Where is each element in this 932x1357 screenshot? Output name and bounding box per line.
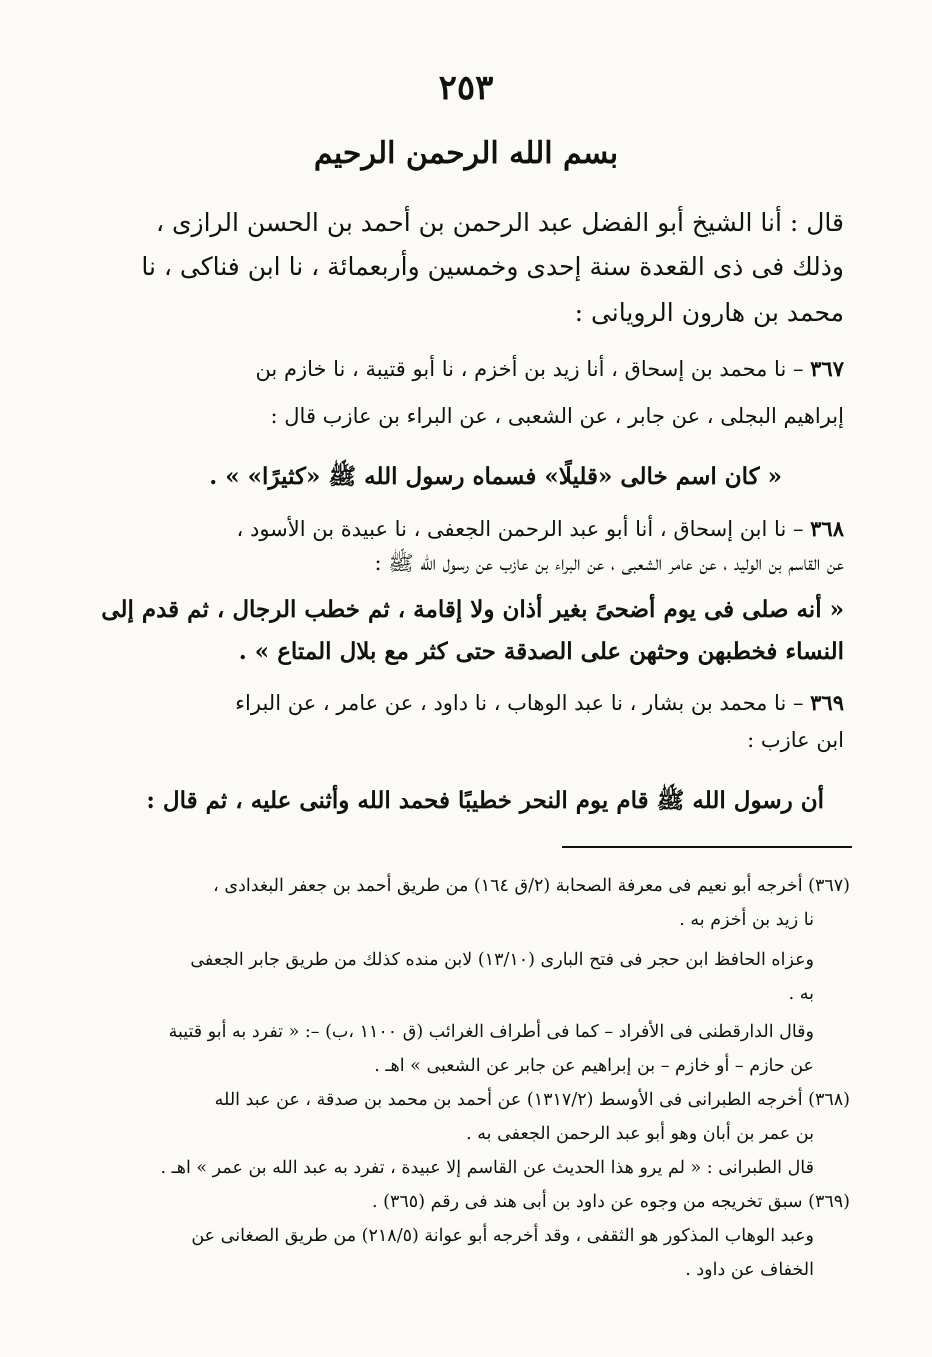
hadith-number: ٣٦٨	[810, 516, 844, 541]
footnote-line-11: وعبد الوهاب المذكور هو الثقفى ، وقد أخرجه أبو عوانة (٢١٨/٥) من طريق الصغانى عن	[191, 1226, 814, 1246]
footnote-line-6: عن حازم – أو خازم – بن إبراهيم عن جابر عن الشعبى » اهـ .	[374, 1056, 814, 1076]
hadith-isnad: – نا محمد بن بشار ، نا عبد الوهاب ، نا داود ، عن عامر ، عن البراء	[235, 691, 804, 715]
hadith-369-line-2: ابن عازب :	[747, 728, 844, 752]
intro-line-2: وذلك فى ذى القعدة سنة إحدى وخمسين وأربعمائة ، نا ابن فناكى ، نا	[141, 252, 844, 281]
footnote-line-5: وقال الدارقطنى فى الأفراد – كما فى أطراف الغرائب (ق ١١٠٠ ،ب) –: « تفرد به أبو قتيبة	[168, 1022, 814, 1042]
hadith-368-text-1: « أنه صلى فى يوم أضحىً بغير أذان ولا إقامة ، ثم خطب الرجال ، ثم قدم إلى	[101, 596, 844, 623]
hadith-isnad: – نا محمد بن إسحاق ، أنا زيد بن أخزم ، نا أبو قتيبة ، نا خازم بن	[255, 357, 804, 381]
hadith-369-text: أن رسول الله ﷺ قام يوم النحر خطيبًا فحمد الله وأثنى عليه ، ثم قال :	[146, 787, 824, 814]
hadith-368-line-1	[237, 516, 844, 541]
intro-line-1: قال : أنا الشيخ أبو الفضل عبد الرحمن بن أحمد بن الحسن الرازى ،	[155, 208, 844, 237]
hadith-369-line-1	[235, 690, 844, 715]
footnote-line-3: وعزاه الحافظ ابن حجر فى فتح البارى (١٣/١٠) لابن منده كذلك من طريق جابر الجعفى	[190, 950, 814, 970]
hadith-number: ٣٦٧	[810, 356, 844, 381]
footnote-line-7: (٣٦٨) أخرجه الطبرانى فى الأوسط (١٣١٧/٢) عن أحمد بن محمد بن صدقة ، عن عبد الله	[214, 1090, 850, 1110]
footnote-line-9: قال الطبرانى : « لم يرو هذا الحديث عن القاسم إلا عبيدة ، تفرد به عبد الله بن عمر » اهـ .	[160, 1158, 814, 1178]
hadith-367-line-2: إبراهيم البجلى ، عن جابر ، عن الشعبى ، عن البراء بن عازب قال :	[270, 404, 844, 428]
hadith-368-text-2: النساء فخطبهن وحثهن على الصدقة حتى كثر مع بلال المتاع » .	[238, 638, 844, 665]
footnote-line-12: الخفاف عن داود .	[685, 1260, 814, 1280]
hadith-367-line-1	[255, 356, 844, 381]
footnote-separator	[562, 846, 852, 848]
footnote-line-2: نا زيد بن أخزم به .	[679, 910, 814, 930]
intro-line-3: محمد بن هارون الرويانى :	[574, 298, 844, 327]
hadith-number: ٣٦٩	[810, 690, 844, 715]
footnote-line-8: بن عمر بن أبان وهو أبو عبد الرحمن الجعفى به .	[466, 1124, 814, 1144]
footnote-line-1: (٣٦٧) أخرجه أبو نعيم فى معرفة الصحابة (٢/ق ١٦٤) من طريق أحمد بن جعفر البغدادى ،	[213, 876, 850, 896]
footnote-line-4: به .	[788, 984, 814, 1004]
page-number: ٢٥٣	[438, 68, 494, 108]
basmala-heading: بسم الله الرحمن الرحيم	[313, 136, 619, 171]
footnote-line-10: (٣٦٩) سبق تخريجه من وجوه عن داود بن أبى هند فى رقم (٣٦٥) .	[372, 1192, 850, 1212]
hadith-isnad: – نا ابن إسحاق ، أنا أبو عبد الرحمن الجعفى ، نا عبيدة بن الأسود ،	[236, 517, 804, 541]
hadith-367-text: « كان اسم خالى «قليلًا» فسماه رسول الله ﷺ «كثيرًا» » .	[209, 463, 782, 490]
hadith-368-line-2: عن القاسم بن الوليد ، عن عامر الشعبى ، عن البراء بن عازب عن رسول الله ﷺ :	[374, 551, 844, 575]
